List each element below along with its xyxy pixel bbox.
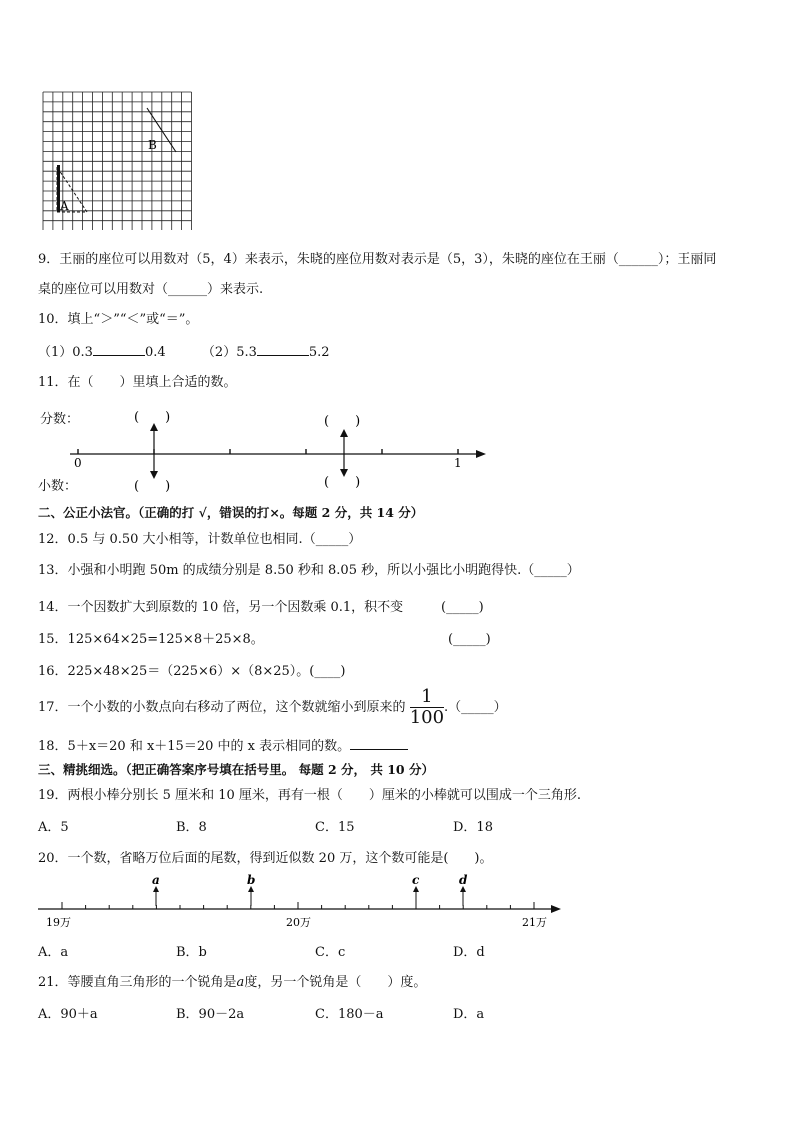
- q17-fraction: [410, 688, 444, 727]
- q11-label-decimal: 小数：: [38, 479, 78, 494]
- q21-option-d[interactable]: D．a: [453, 1007, 485, 1022]
- q20-axis-label-20wan: 20万: [286, 916, 311, 929]
- q9-line1: 9．王丽的座位可以用数对（5，4）来表示，朱晓的座位用数对表示是（5，3），朱晓的座位在王丽（______）；王丽同: [38, 252, 717, 267]
- q11-answer-paren-4[interactable]: ( ): [324, 475, 361, 490]
- q10-part2-right: 5.2: [308, 345, 330, 360]
- coordinate-grid-figure: [40, 90, 194, 230]
- arrow-up-icon: [340, 429, 348, 437]
- q21-option-a[interactable]: A．90＋a: [38, 1007, 98, 1022]
- q19-option-a[interactable]: A．5: [38, 820, 69, 835]
- q18-answer-blank[interactable]: [350, 737, 408, 750]
- q15-answer-blank[interactable]: (_____): [448, 632, 491, 647]
- section-3-title: 三、精挑细选。（把正确答案序号填在括号里。 每题 2 分， 共 10 分）: [38, 762, 434, 777]
- q17-line: [38, 688, 507, 727]
- q20-option-a[interactable]: A．a: [38, 945, 69, 960]
- q21-stem-b: 度，另一个锐角是（ ）度。: [244, 975, 427, 990]
- q9-line2: 桌的座位可以用数对（______）来表示.: [38, 282, 264, 297]
- q19-option-d[interactable]: D．18: [453, 820, 493, 835]
- q18-text: 18．5＋x＝20 和 x＋15＝20 中的 x 表示相同的数。: [38, 739, 351, 754]
- section-2-title: 二、公正小法官。（正确的打 √，错误的打×。每题 2 分，共 14 分）: [38, 505, 424, 520]
- q16-text: 16．225×48×25＝（225×6）×（8×25）。(____): [38, 664, 346, 679]
- q21-variable: a: [236, 975, 245, 990]
- q19-stem: 19．两根小棒分别长 5 厘米和 10 厘米，再有一根（ ）厘米的小棒就可以围成一个三角形.: [38, 788, 582, 803]
- q10-part1-left: （1）0.3: [38, 345, 93, 360]
- q20-number-line: [36, 872, 566, 934]
- q20-option-d[interactable]: D．d: [453, 945, 485, 960]
- q10-part2-left: （2）5.3: [201, 345, 257, 360]
- q11-answer-paren-1[interactable]: ( ): [134, 410, 171, 425]
- q19-option-b[interactable]: B．8: [176, 820, 207, 835]
- q11-label-fraction: 分数：: [40, 412, 80, 427]
- grid-label-a: A: [60, 199, 69, 213]
- q20-stem: 20．一个数，省略万位后面的尾数，得到近似数 20 万，这个数可能是( )。: [38, 851, 493, 866]
- q20-axis-label-19wan: 19万: [46, 916, 71, 929]
- q17-text: 17．一个小数的小数点向右移动了两位，这个数就缩小到原来的: [38, 700, 406, 715]
- q17-tail: .（_____）: [444, 700, 507, 715]
- q11-tick-zero: 0: [74, 456, 82, 470]
- q10-part1-right: 0.4: [144, 345, 166, 360]
- q21-stem: [38, 975, 426, 991]
- q21-stem-a: 21．等腰直角三角形的一个锐角是: [38, 975, 237, 990]
- q14-text: 14．一个因数扩大到原数的 10 倍，另一个因数乘 0.1，积不变: [38, 600, 404, 615]
- q11-tick-one: 1: [454, 456, 462, 470]
- q20-point-label-a: a: [152, 873, 160, 887]
- q21-option-b[interactable]: B．90－2a: [176, 1007, 245, 1022]
- q20-axis-label-21wan: 21万: [522, 916, 547, 929]
- q18-line: [38, 737, 408, 755]
- q10-stem: 10．填上“＞”“＜”或“＝”。: [38, 312, 199, 327]
- q12-text: 12．0.5 与 0.50 大小相等，计数单位也相同.（_____）: [38, 532, 362, 547]
- q11-stem: 11．在（ ）里填上合适的数。: [38, 375, 237, 390]
- q20-point-label-d: d: [459, 873, 468, 887]
- q10-blank-2[interactable]: [257, 343, 309, 356]
- q17-fraction-denominator: 100: [409, 707, 445, 728]
- q11-answer-paren-3[interactable]: ( ): [134, 479, 171, 494]
- arrow-down-icon: [150, 471, 158, 479]
- q21-option-c[interactable]: C．180－a: [315, 1007, 384, 1022]
- q20-option-b[interactable]: B．b: [176, 945, 207, 960]
- q10-parts: [38, 343, 330, 361]
- q10-blank-1[interactable]: [93, 343, 145, 356]
- q19-option-c[interactable]: C．15: [315, 820, 355, 835]
- q20-point-label-c: c: [412, 873, 420, 887]
- q13-text: 13．小强和小明跑 50m 的成绩分别是 8.50 秒和 8.05 秒，所以小强比小明跑得快.（_____）: [38, 563, 580, 578]
- q17-fraction-numerator: 1: [410, 688, 444, 708]
- q20-option-c[interactable]: C．c: [315, 945, 346, 960]
- q20-point-label-b: b: [247, 873, 256, 887]
- q11-number-line: [60, 404, 500, 500]
- q14-answer-blank[interactable]: (_____): [441, 600, 484, 615]
- grid-label-b: B: [148, 138, 157, 152]
- q15-text: 15．125×64×25=125×8＋25×8。: [38, 632, 264, 647]
- q11-answer-paren-2[interactable]: ( ): [324, 414, 361, 429]
